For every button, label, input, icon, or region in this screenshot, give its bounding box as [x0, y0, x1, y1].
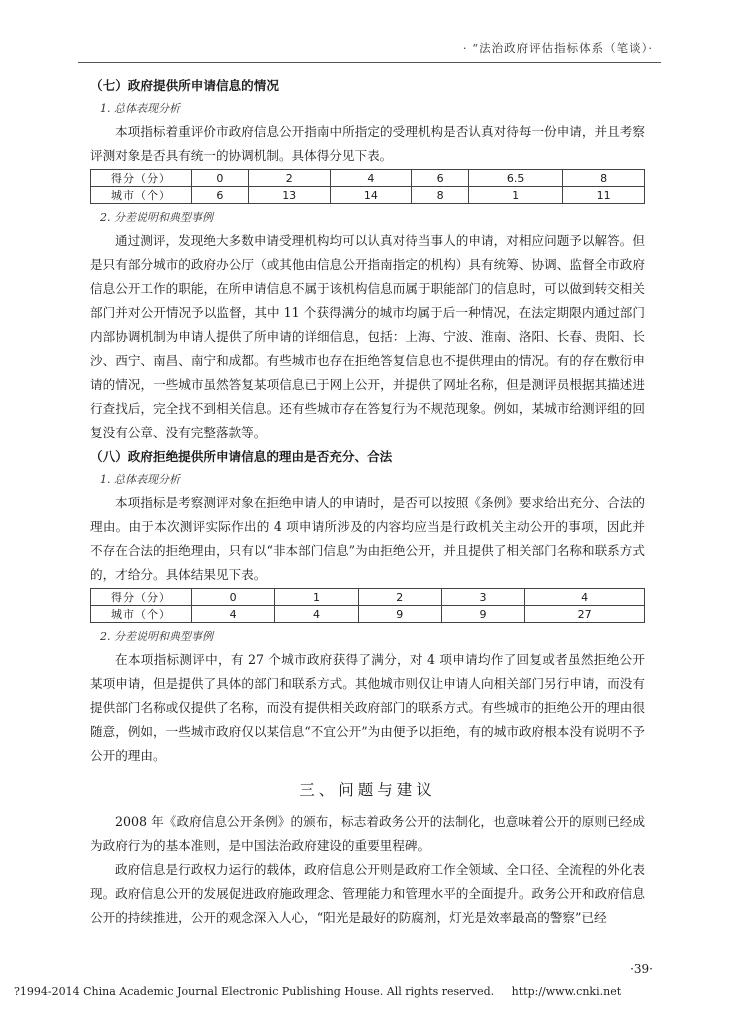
table-cell: 2 — [248, 170, 330, 187]
section-7-heading: （七）政府提供所申请信息的情况 — [90, 78, 279, 93]
article-body — [90, 74, 645, 930]
section-8-paragraph-2: 在本项指标测评中，有 27 个城市政府获得了满分，对 4 项申请均作了回复或者虽然拒绝公开某项申请，但是提供了具体的部门和联系方式。其他城市则仅让申请人向相关部门另行申请，而没有提供部门名称或仅提供了名称，而没有提供相关政府部门的联系方式。有些城市的拒绝公开的理由很随意，例如，一些城市政府仅以某信息“不宜公开”为由便予以拒绝，有的城市政府根本没有说明不予公开的理由。 — [90, 652, 645, 763]
section-8-score-table — [90, 588, 645, 623]
section-7-paragraph-1: 本项指标着重评价市政府信息公开指南中所指定的受理机构是否认真对待每一份申请，并且考察评测对象是否具有统一的协调机制。具体得分见下表。 — [90, 124, 645, 163]
section-8-sub-2: 2. 分差说明和典型事例 — [100, 630, 213, 643]
table-cell: 6 — [192, 187, 249, 204]
table-row-score — [91, 589, 645, 606]
page-number: ·39· — [630, 962, 653, 976]
table-cell: 9 — [441, 606, 524, 623]
footer-url-link[interactable]: http://www.cnki.net — [511, 985, 622, 998]
table-row-label: 城市（个） — [91, 606, 192, 623]
table-cell: 11 — [563, 187, 645, 204]
section-7-score-table — [90, 169, 645, 204]
section-7-paragraph-2: 通过测评，发现绝大多数申请受理机构均可以认真对待当事人的申请，对相应问题予以解答。但是只有部分城市的政府办公厅（或其他由信息公开指南指定的机构）具有统筹、协调、监督全市政府信息公开工作的职能，在所申请信息不属于该机构信息而属于职能部门的信息时，可以做到转交相关部门并对公开情况予以监督，其中 11 个获得满分的城市均属于后一种情况，在法定期限内通过部门内部协调机制为申请人提供了所申请的详细信息，包括：上海、宁波、淮南、洛阳、长春、贵阳、长沙、西宁、南昌、南宁和成都。有些城市也存在拒绝答复信息也不提供理由的情况。有的存在敷衍申请的情况，一些城市虽然答复某项信息已于网上公开，并提供了网址名称，但是测评员根据其描述进行查找后，完全找不到相关信息。还有些城市存在答复行为不规范现象。例如，某城市给测评组的回复没有公章、没有完整落款等。 — [90, 233, 645, 440]
chapter-3-paragraph-1: 2008 年《政府信息公开条例》的颁布，标志着政务公开的法制化，也意味着公开的原则已经成为政府行为的基本准则，是中国法治政府建设的重要里程碑。 — [90, 814, 645, 853]
table-row-score — [91, 170, 645, 187]
chapter-3-paragraph-2: 政府信息是行政权力运行的载体，政府信息公开则是政府工作全领域、全口径、全流程的外化表现。政府信息公开的发展促进政府施政理念、管理能力和管理水平的全面提升。政务公开和政府信息公开的持续推进，公开的观念深入人心，“阳光是最好的防腐剂，灯光是效率最高的警察”已经 — [90, 862, 645, 925]
table-row-city — [91, 606, 645, 623]
table-row-city — [91, 187, 645, 204]
table-cell: 3 — [441, 589, 524, 606]
table-row-label: 得分（分） — [91, 170, 192, 187]
table-cell: 1 — [275, 589, 358, 606]
table-cell: 8 — [412, 187, 469, 204]
table-cell: 1 — [469, 187, 563, 204]
section-7-sub-2: 2. 分差说明和典型事例 — [100, 211, 213, 224]
journal-section-title: · “法治政府评估指标体系（笔谈）· — [462, 41, 653, 55]
table-cell: 0 — [192, 589, 275, 606]
copyright-text: ?1994-2014 China Academic Journal Electronic Publishing House. All rights reserved. — [14, 985, 495, 998]
table-row-label: 得分（分） — [91, 589, 192, 606]
table-cell: 14 — [330, 187, 412, 204]
table-cell: 6.5 — [469, 170, 563, 187]
table-cell: 8 — [563, 170, 645, 187]
table-cell: 4 — [525, 589, 645, 606]
table-cell: 4 — [275, 606, 358, 623]
table-cell: 2 — [358, 589, 441, 606]
section-7-sub-1: 1. 总体表现分析 — [100, 102, 180, 115]
table-cell: 4 — [330, 170, 412, 187]
table-row-label: 城市（个） — [91, 187, 192, 204]
table-cell: 13 — [248, 187, 330, 204]
section-8-sub-1: 1. 总体表现分析 — [100, 473, 180, 486]
chapter-3-title: 三、问题与建议 — [299, 781, 436, 799]
copyright-footer — [14, 985, 621, 998]
table-cell: 6 — [412, 170, 469, 187]
section-8-paragraph-1: 本项指标是考察测评对象在拒绝申请人的申请时，是否可以按照《条例》要求给出充分、合法的理由。由于本次测评实际作出的 4 项申请所涉及的内容均应当是行政机关主动公开的事项，因此并不存在合法的拒绝理由，只有以“非本部门信息”为由拒绝公开，并且提供了相关部门名称和联系方式的，才给分。具体结果见下表。 — [90, 495, 645, 582]
table-cell: 27 — [525, 606, 645, 623]
table-cell: 4 — [192, 606, 275, 623]
table-cell: 0 — [192, 170, 249, 187]
section-8-heading: （八）政府拒绝提供所申请信息的理由是否充分、合法 — [90, 449, 393, 464]
header-rule — [78, 62, 661, 63]
table-cell: 9 — [358, 606, 441, 623]
